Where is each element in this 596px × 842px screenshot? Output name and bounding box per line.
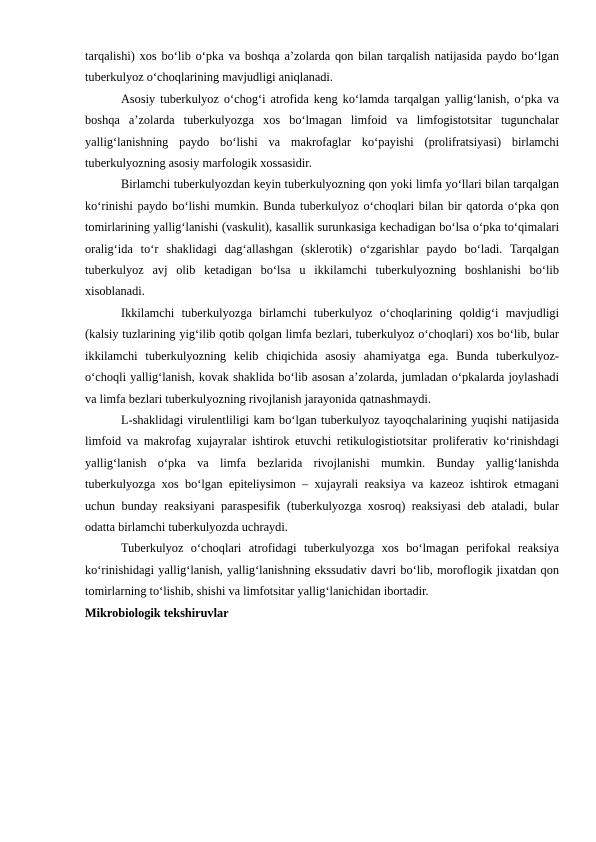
paragraph-continuation: tarqalishi) xos bo‘lib o‘pka va boshqa a’zolarda qon bilan tarqalish natijasida paydo bo‘lgan tuberkulyoz o‘choqlarining mavjudligi aniqlanadi. (85, 49, 559, 85)
section-heading: Mikrobiologik tekshiruvlar (85, 605, 229, 620)
document-page (85, 46, 559, 624)
paragraph-secondary-tuberculosis: Ikkilamchi tuberkulyozga birlamchi tuberkulyoz o‘choqlarining qoldig‘i mavjudligi (kalsiy tuzlarining yig‘ilib qotib qolgan limfa bezlari, tuberkulyoz o‘choqlari) xos bo‘lib, bular ikkilamchi tuberkulyozning kelib chiqichida asosiy ahamiyatga ega. Bunda tuberkulyoz-o‘choqli yallig‘lanish, kovak shaklida bo‘lib asosan a’zolarda, jumladan o‘pkalarda joylashadi va limfa bezlari tuberkulyozning rivojlanish jarayonida qatnashmaydi. (85, 305, 559, 406)
paragraph-primary-focus: Asosiy tuberkulyoz o‘chog‘i atrofida keng ko‘lamda tarqalgan yallig‘lanish, o‘pka va boshqa a’zolarda tuberkulyozga xos bo‘lmagan limfoid va limfogistotsitar tugunchalar yallig‘lanishning paydo bo‘lishi va makrofaglar ko‘payishi (prolifratsiyasi) birlamchi tuberkulyozning asosiy marfologik xossasidir. (85, 91, 559, 171)
paragraph-perifocal-reaction: Tuberkulyoz o‘choqlari atrofidagi tuberkulyozga xos bo‘lmagan perifokal reaksiya ko‘rinishidagi yallig‘lanish, yallig‘lanishning ekssudativ davri bo‘lib, moroflogik jixatdan qon tomirlarning to‘lishib, shishi va limfotsitar yallig‘lanichidan ibortadir. (85, 541, 559, 599)
paragraph-l-forms: L-shaklidagi virulentliligi kam bo‘lgan tuberkulyoz tayoqchalarining yuqishi natijasida limfoid va makrofag xujayralar ishtirok etuvchi retikulogistiotsitar proliferativ ko‘rinishdagi yallig‘lanish o‘pka va limfa bezlarida rivojlanishi mumkin. Bunday yallig‘lanishda tuberkulyozga xos bo‘lgan epiteliysimon – xujayrali reaksiya va kazeoz ishtirok etmagani uchun bunday reaksiyani paraspesifik (tuberkulyozga xosroq) reaksiyasi deb ataladi, bular odatta birlamchi tuberkulyozda uchraydi. (85, 412, 559, 534)
paragraph-disseminated-tuberculosis: Birlamchi tuberkulyozdan keyin tuberkulyozning qon yoki limfa yo‘llari bilan tarqalgan ko‘rinishi paydo bo‘lishi mumkin. Bunda tuberkulyoz o‘choqlari bilan bir qatorda o‘pka qon tomirlarining yallig‘lanishi (vaskulit), kasallik surunkasiga kechadigan bo‘lsa o‘pka to‘qimalari oralig‘ida to‘r shaklidagi dag‘allashgan (sklerotik) o‘zgarishlar paydo bo‘ladi. Tarqalgan tuberkulyoz avj olib ketadigan bo‘lsa u ikkilamchi tuberkulyozning boshlanishi bo‘lib xisoblanadi. (85, 177, 559, 299)
